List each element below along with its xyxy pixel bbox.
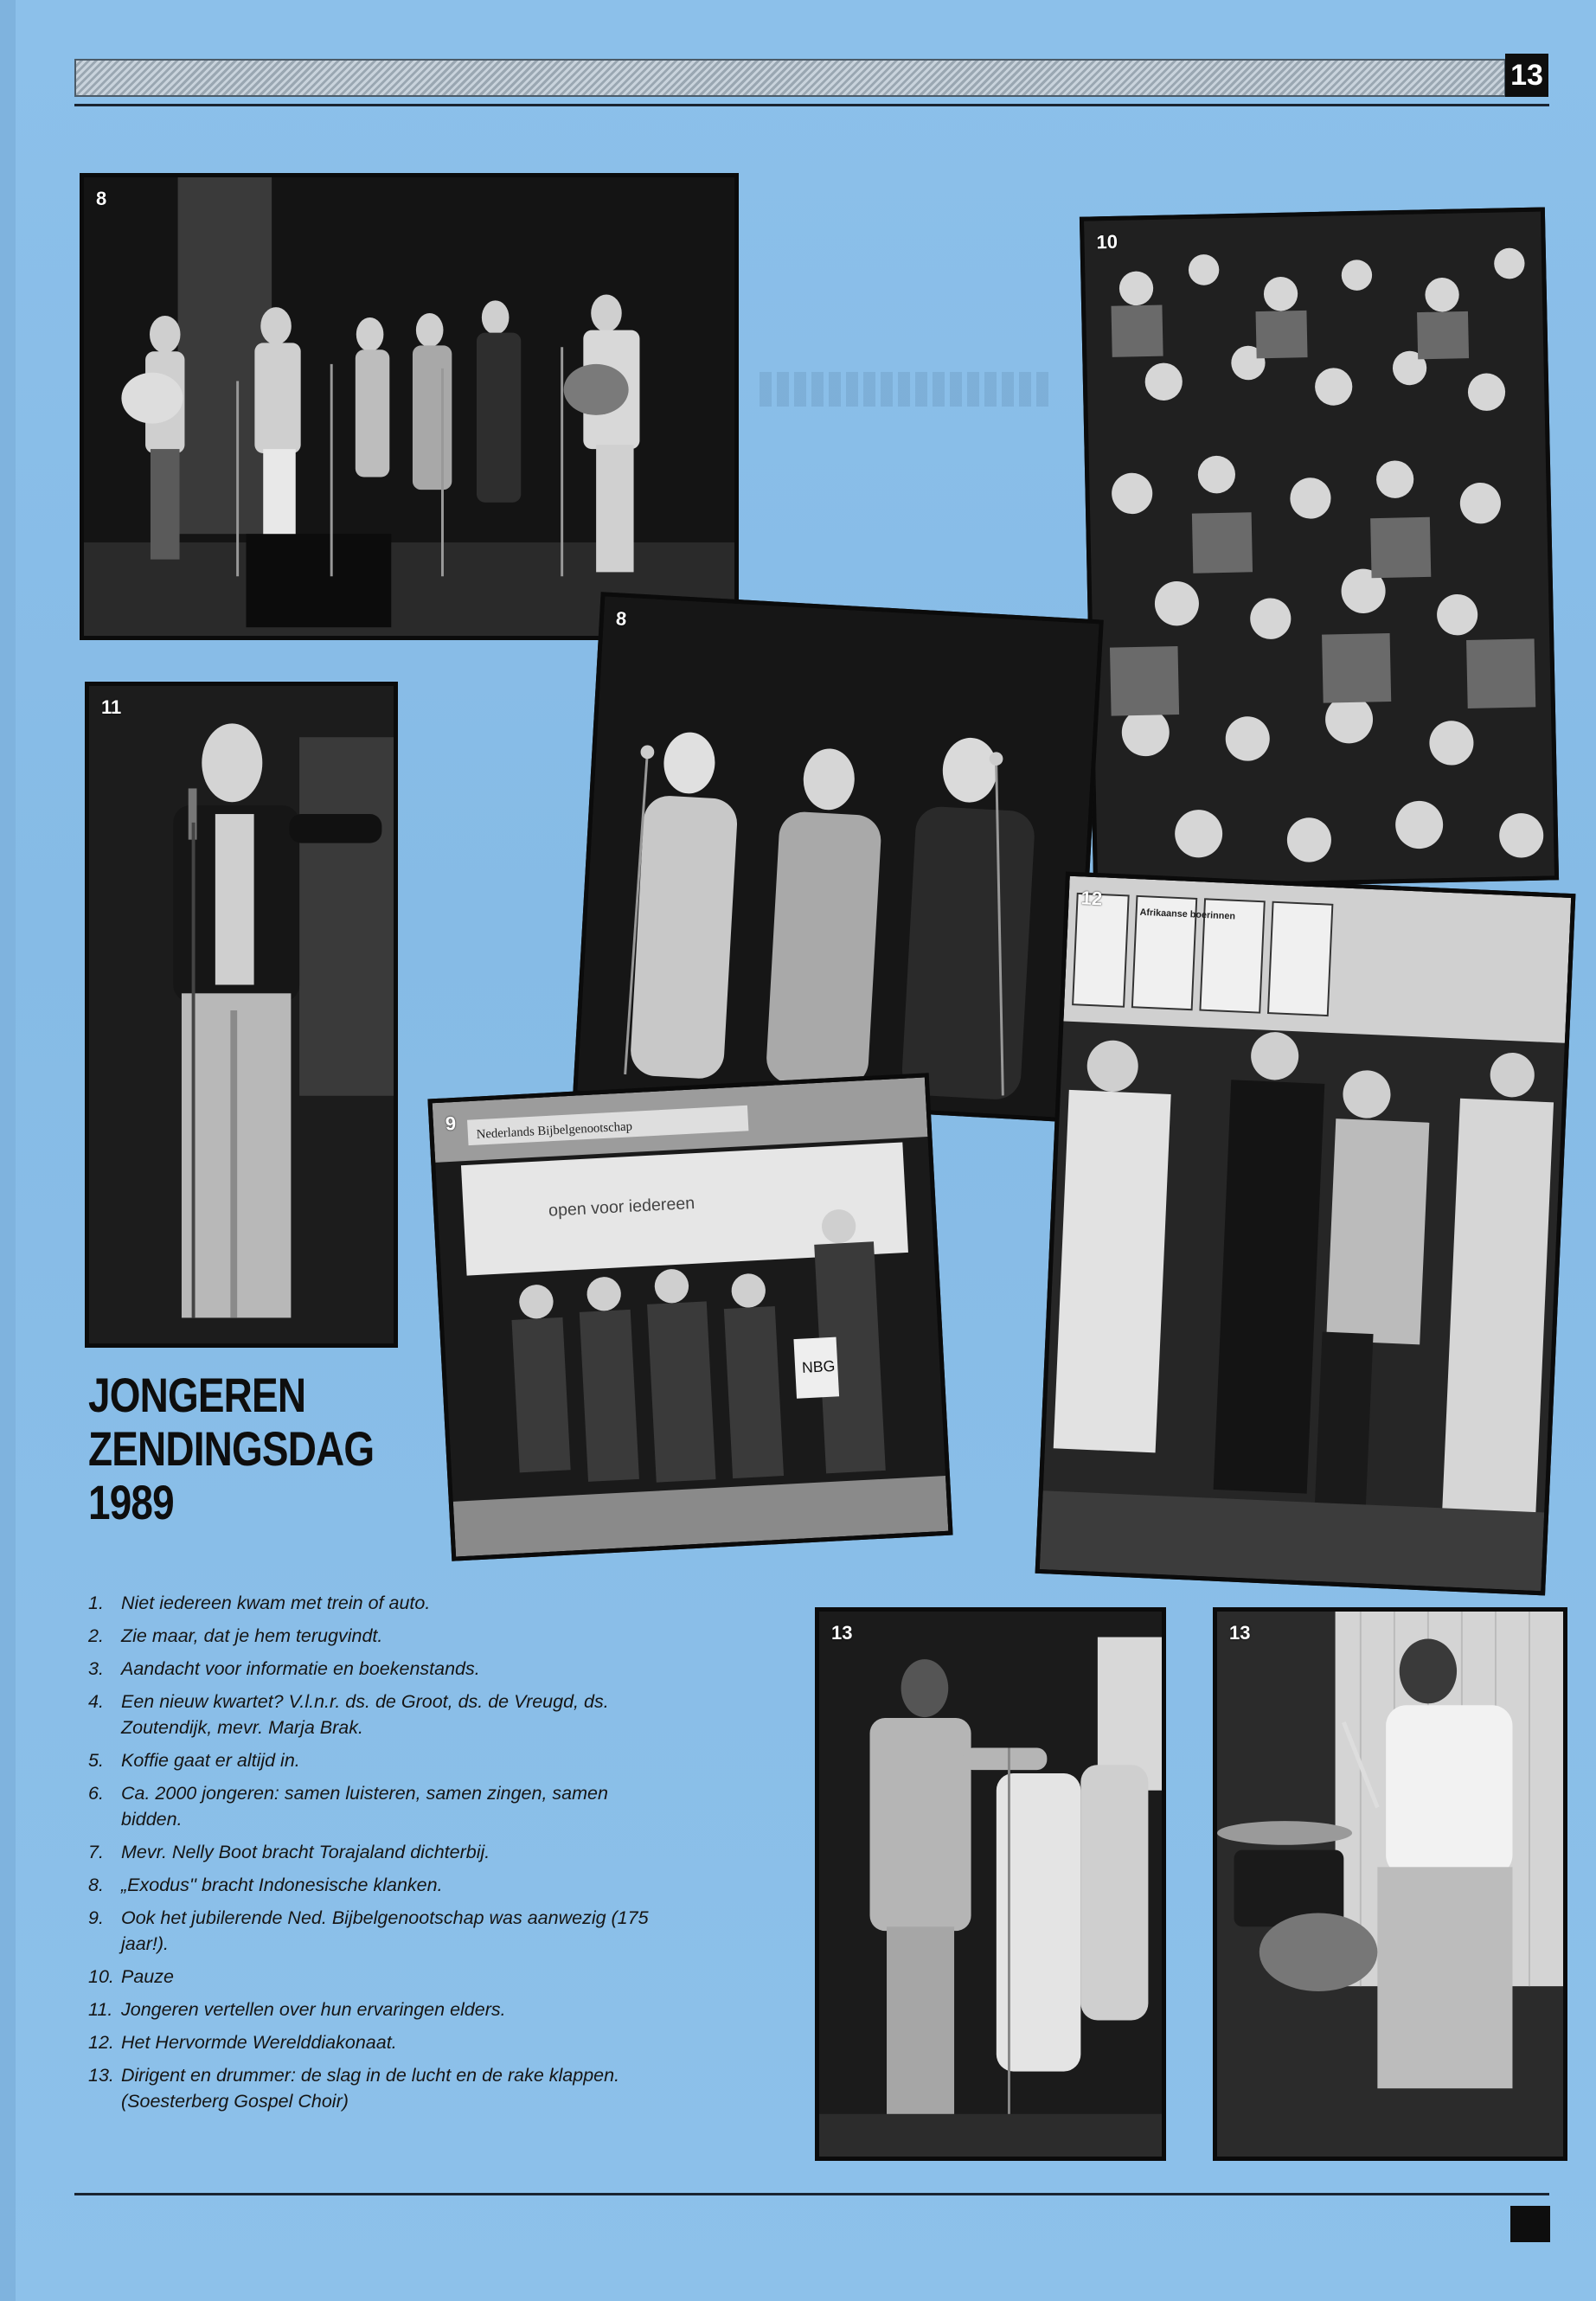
caption-number: 6. <box>88 1783 104 1804</box>
photo-singers <box>573 592 1104 1123</box>
photo-stage-group <box>80 173 739 640</box>
caption-item <box>88 2062 659 2114</box>
caption-text: Mevr. Nelly Boot bracht Torajaland dichterbij. <box>121 1842 490 1862</box>
caption-number: 13. <box>88 2065 114 2086</box>
magazine-page <box>16 0 1596 2301</box>
crowd-image <box>1084 212 1554 886</box>
caption-number: 1. <box>88 1593 104 1613</box>
photo-label: 9 <box>445 1112 457 1135</box>
speaker-image <box>89 686 394 1343</box>
caption-item <box>88 1997 659 2022</box>
caption-item <box>88 1623 659 1649</box>
caption-text: „Exodus'' bracht Indonesische klanken. <box>121 1875 443 1895</box>
caption-item <box>88 1905 659 1957</box>
caption-number: 10. <box>88 1966 114 1987</box>
caption-item <box>88 1780 659 1832</box>
caption-text: Koffie gaat er altijd in. <box>121 1750 300 1771</box>
photo-book-stand <box>427 1073 952 1561</box>
caption-item <box>88 1590 659 1616</box>
caption-text: Aandacht voor informatie en boekenstands. <box>121 1658 480 1679</box>
photo-conductor <box>815 1607 1166 2161</box>
photo-label: 8 <box>96 188 107 209</box>
caption-number: 8. <box>88 1875 104 1895</box>
caption-text: Het Hervormde Werelddiakonaat. <box>121 2032 397 2053</box>
caption-number: 9. <box>88 1907 104 1928</box>
conductor-image <box>819 1612 1162 2157</box>
photo-drummer <box>1213 1607 1567 2161</box>
photo-label: 13 <box>831 1622 853 1644</box>
caption-text: Een nieuw kwartet? V.l.n.r. ds. de Groot, ds. de Vreugd, ds. Zoutendijk, mevr. Marja Brak. <box>121 1691 609 1738</box>
caption-number: 5. <box>88 1750 104 1771</box>
header-rule <box>74 104 1549 106</box>
caption-number: 7. <box>88 1842 104 1862</box>
caption-text: Dirigent en drummer: de slag in de lucht en de rake klappen. (Soesterberg Gospel Choir) <box>121 2065 620 2112</box>
stage-group-image <box>84 177 734 636</box>
footer-marker <box>1510 2206 1550 2242</box>
caption-item <box>88 1964 659 1990</box>
title-line-1: JONGEREN <box>88 1368 306 1422</box>
caption-number: 12. <box>88 2032 114 2053</box>
caption-number: 2. <box>88 1625 104 1646</box>
footer-rule <box>74 2193 1549 2195</box>
photo-crowd <box>1080 207 1559 889</box>
title-line-2: ZENDINGSDAG <box>88 1421 375 1476</box>
caption-item <box>88 1872 659 1898</box>
caption-text: Jongeren vertellen over hun ervaringen elders. <box>121 1999 506 2020</box>
book-stand-image <box>433 1077 949 1556</box>
singers-image <box>577 596 1099 1118</box>
photo-label: 12 <box>1080 887 1103 910</box>
caption-text: Pauze <box>121 1966 174 1987</box>
caption-text: Ook het jubilerende Ned. Bijbelgenootschap was aanwezig (175 jaar!). <box>121 1907 649 1954</box>
photo-label: 13 <box>1229 1622 1251 1644</box>
caption-text: Niet iedereen kwam met trein of auto. <box>121 1593 431 1613</box>
stand-banner-text: open voor iedereen <box>548 1193 695 1221</box>
caption-item <box>88 1656 659 1682</box>
stand-tag-text: NBG <box>801 1356 836 1376</box>
drummer-image <box>1217 1612 1563 2157</box>
page-number: 13 <box>1505 54 1548 97</box>
article-title <box>88 1368 386 1529</box>
stand-sign-text: Nederlands Bijbelgenootschap <box>476 1119 633 1142</box>
show-through-text <box>760 372 1054 407</box>
photo-label: 11 <box>101 696 122 718</box>
caption-number: 4. <box>88 1691 104 1712</box>
caption-text: Ca. 2000 jongeren: samen luisteren, samen zingen, samen bidden. <box>121 1783 608 1830</box>
photo-label: 10 <box>1096 230 1118 253</box>
caption-item <box>88 1689 659 1740</box>
photo-label: 8 <box>615 607 627 630</box>
caption-text: Zie maar, dat je hem terugvindt. <box>121 1625 383 1646</box>
caption-number: 3. <box>88 1658 104 1679</box>
caption-item <box>88 1839 659 1865</box>
poster-text: Afrikaanse boerinnen <box>1139 907 1236 922</box>
title-line-3: 1989 <box>88 1475 174 1529</box>
caption-item <box>88 2029 659 2055</box>
caption-item <box>88 1747 659 1773</box>
photo-speaker <box>85 682 398 1348</box>
photo-poster-wall <box>1035 872 1576 1596</box>
header-bar <box>74 59 1506 97</box>
caption-list <box>88 1590 659 2121</box>
poster-wall-image <box>1040 876 1571 1592</box>
caption-number: 11. <box>88 1999 113 2020</box>
